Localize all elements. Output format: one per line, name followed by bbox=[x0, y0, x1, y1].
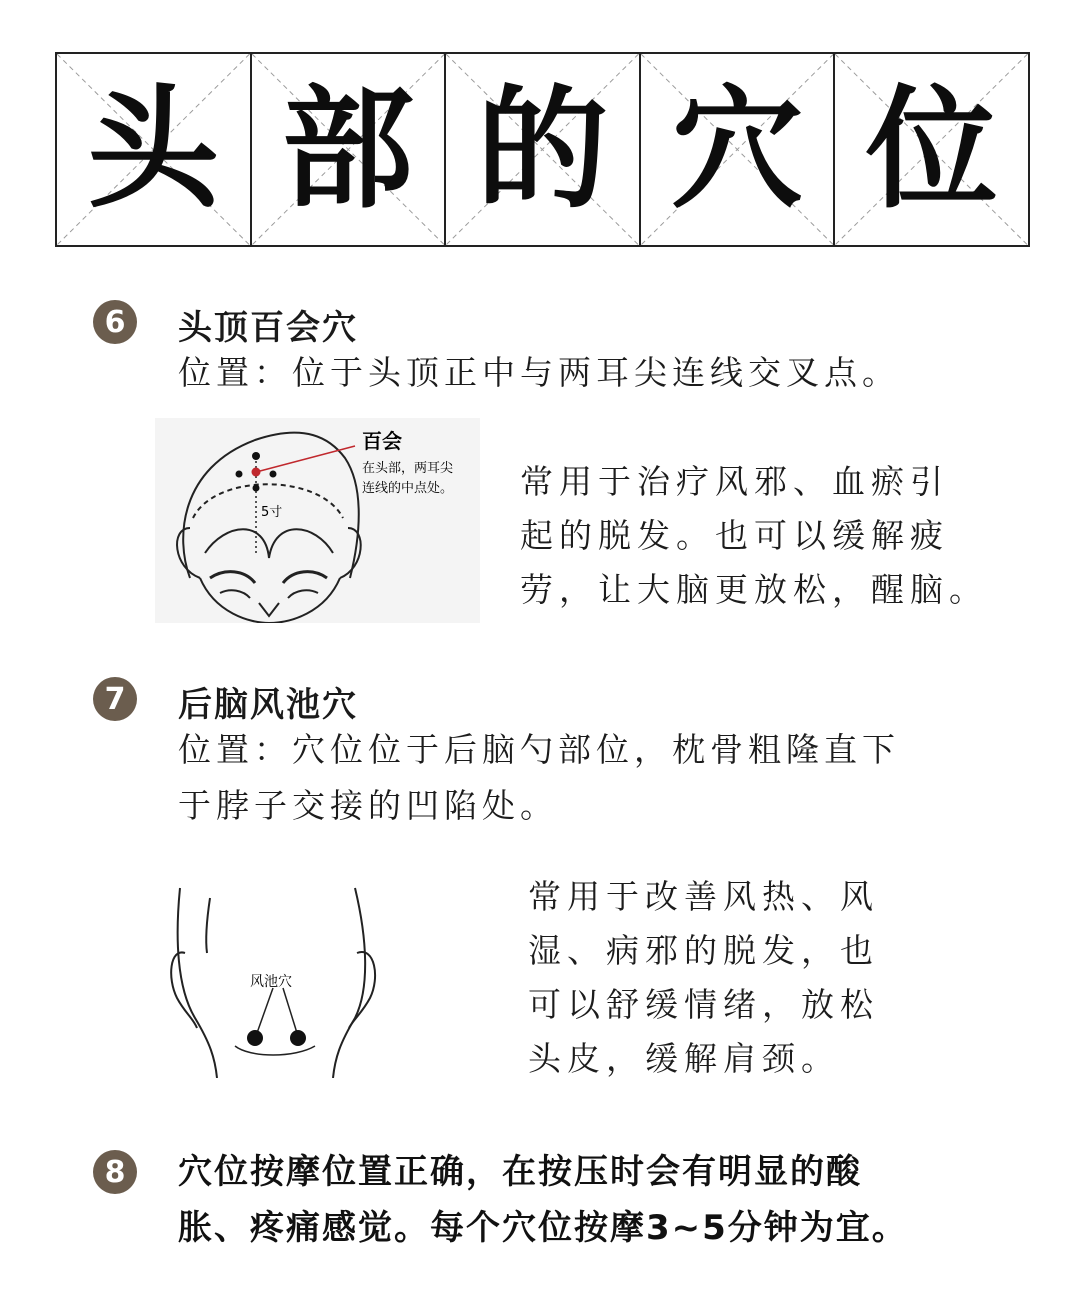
section-heading: 头顶百会穴 bbox=[178, 308, 358, 348]
back-head-figure bbox=[155, 878, 410, 1078]
tip-line: 胀、疼痛感觉。每个穴位按摩3~5分钟为宜。 bbox=[178, 1208, 908, 1248]
figure-label-line: 连线的中点处。 bbox=[362, 481, 454, 496]
section-number-badge: 8 bbox=[93, 1150, 137, 1194]
location-line: 位置：穴位位于后脑勺部位，枕骨粗隆直下 bbox=[178, 730, 900, 769]
section-number-badge: 6 bbox=[93, 300, 137, 344]
title-char: 头 bbox=[87, 72, 220, 227]
figure-label-title: 百会 bbox=[362, 429, 402, 453]
title-cell-5 bbox=[835, 54, 1028, 245]
title-cell-4 bbox=[641, 54, 836, 245]
tip-line: 穴位按摩位置正确，在按压时会有明显的酸 bbox=[178, 1152, 862, 1192]
description-line: 起的脱发。也可以缓解疲 bbox=[520, 516, 949, 555]
location-text bbox=[178, 722, 900, 834]
description-line: 劳，让大脑更放松，醒脑。 bbox=[520, 570, 988, 609]
figure-label: 风池穴 bbox=[250, 974, 292, 990]
title-char: 的 bbox=[476, 72, 609, 227]
description-line: 可以舒缓情绪，放松 bbox=[528, 985, 879, 1024]
title-cell-2 bbox=[252, 54, 447, 245]
description-line: 湿、病邪的脱发，也 bbox=[528, 931, 879, 970]
figure-label-line: 在头部，两耳尖 bbox=[362, 461, 454, 476]
section-heading: 后脑风池穴 bbox=[178, 685, 358, 725]
description-line: 常用于治疗风邪、血瘀引 bbox=[520, 462, 949, 501]
head-top-figure bbox=[155, 418, 480, 623]
location-text: 位置：位于头顶正中与两耳尖连线交叉点。 bbox=[178, 353, 900, 392]
title-char: 穴 bbox=[671, 72, 804, 227]
description-paragraph bbox=[528, 870, 879, 1086]
title-char: 部 bbox=[281, 72, 414, 227]
title-char: 位 bbox=[865, 72, 998, 227]
title-cell-3 bbox=[446, 54, 641, 245]
title-cell-1 bbox=[57, 54, 252, 245]
tip-paragraph bbox=[178, 1144, 908, 1256]
title-grid bbox=[55, 52, 1030, 247]
figure-measure-label: 5寸 bbox=[261, 505, 283, 520]
section-number-badge: 7 bbox=[93, 677, 137, 721]
description-paragraph bbox=[520, 455, 988, 617]
description-line: 头皮，缓解肩颈。 bbox=[528, 1039, 840, 1078]
location-line: 于脖子交接的凹陷处。 bbox=[178, 786, 558, 825]
description-line: 常用于改善风热、风 bbox=[528, 877, 879, 916]
